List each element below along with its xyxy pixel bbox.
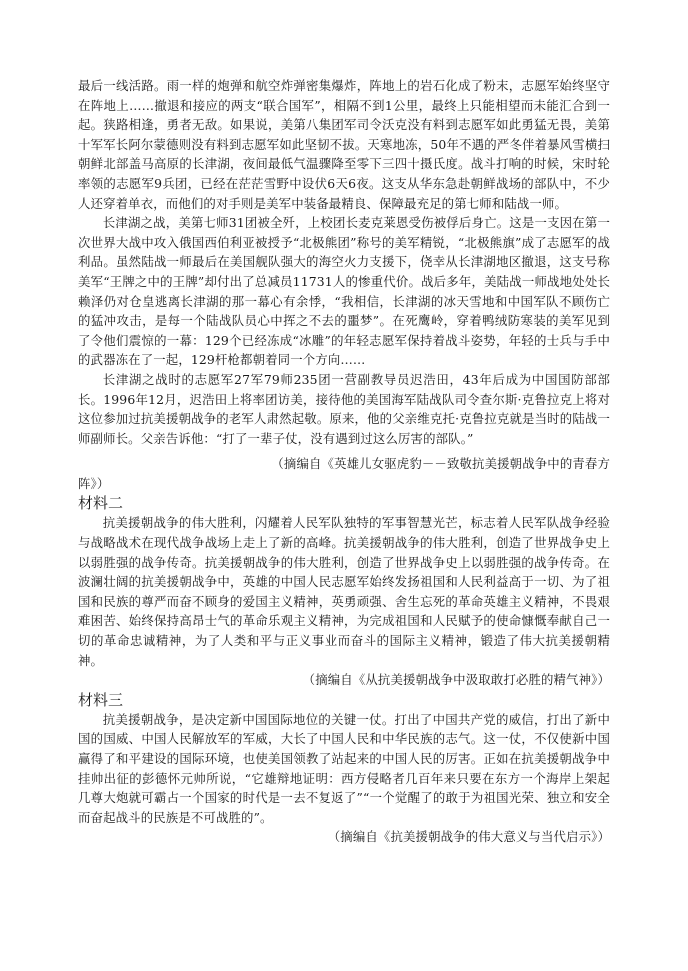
citation-1: （摘编自《英雄儿女驱虎豹－－致敬抗美援朝战争中的青春方: [271, 456, 610, 472]
material-2-heading: 材料二: [78, 494, 124, 513]
citation-1-tail: 阵》）: [78, 475, 110, 491]
material-2-citation: （摘编自《从抗美援朝战争中汲取敢打必胜的精气神》）: [302, 672, 610, 688]
paragraph-1: 最后一线活路。雨一样的炮弹和航空炸弹密集爆炸，阵地上的岩石化成了粉末，志愿军始终坚守在阵地上……撤退和接应的两支“联合国军”，相隔不到1公里，最终上只能相望而未能汇合到一起。狭路相逢，勇者无敌。如果说，美第八集团军司令沃克没有料到志愿军如此勇猛无畏，美第十军军长阿尔蒙德则没有料到志愿军如此坚韧不拔。天寒地冻，50年不遇的严冬伴着暴风雪横扫朝鲜北部盖马高原的长津湖，夜间最低气温骤降至零下三四十摄氏度。战斗打响的时候，宋时轮率领的志愿军9兵团，已经在茫茫雪野中设伏6天6夜。这支从华东急赴朝鲜战场的部队中，不少人还穿着单衣，而他们的对手则是美军中装备最精良、保障最充足的第七师和陆战一师。: [78, 78, 610, 211]
paragraph-2: 长津湖之战，美第七师31团被全歼，上校团长麦克莱恩受伤被俘后身亡。这是一支因在第一次世界大战中攻入俄国西伯利亚被授予“北极熊团”称号的美军精锐，“北极熊旗”成了志愿军的战利品。虽然陆战一师最后在美国舰队强大的海空火力支援下，侥幸从长津湖地区撤退，这支号称美军“王牌之中的王牌”却付出了总减员11731人的惨重代价。战后多年，美陆战一师战地处处长赖泽仍对仓皇逃离长津湖的那一幕心有余悸，“我相信，长津湖的冰天雪地和中国军队不顾伤亡的猛冲攻击，是每一个陆战队员心中挥之不去的噩梦”。在死鹰岭，穿着鸭绒防寒装的美军见到了令他们震惊的一幕：129个已经冻成“冰雕”的年轻志愿军保持着战斗姿势，年轻的士兵与手中的武器冻在了一起，129杆枪都朝着同一个方向……: [78, 215, 610, 368]
material-2-text: 抗美援朝战争的伟大胜利，闪耀着人民军队独特的军事智慧光芒，标志着人民军队战争经验与战略战术在现代战争战场上走上了新的高峰。抗美援朝战争的伟大胜利，创造了世界战争史上以弱胜强的战争传奇。抗美援朝战争的伟大胜利，创造了世界战争史上以弱胜强的战争传奇。在波澜壮阔的抗美援朝战争中，英雄的中国人民志愿军始终发扬祖国和人民利益高于一切、为了祖国和民族的尊严而奋不顾身的爱国主义精神，英勇顽强、舍生忘死的革命英雄主义精神，不畏艰难困苦、始终保持高昂士气的革命乐观主义精神，为完成祖国和人民赋予的使命慷慨奉献自己一切的革命忠诚精神，为了人类和平与正义事业而奋斗的国际主义精神，锻造了伟大抗美援朝精神。: [78, 515, 610, 668]
material-3-citation: （摘编自《抗美援朝战争的伟大意义与当代启示》）: [327, 829, 610, 845]
material-3-heading: 材料三: [78, 690, 124, 709]
material-3-text: 抗美援朝战争，是决定新中国国际地位的关键一仗。打出了中国共产党的威信，打出了新中国的国威、中国人民解放军的军威，大长了中国人民和中华民族的志气。这一仗，不仅使新中国赢得了和平建设的国际环境，也使美国领教了站起来的中国人民的厉害。正如在抗美援朝战争中挂帅出征的彭德怀元帅所说，“它雄辩地证明：西方侵略者几百年来只要在东方一个海岸上架起几尊大炮就可霸占一个国家的时代是一去不复返了”“一个觉醒了的敢于为祖国光荣、独立和安全而奋起战斗的民族是不可战胜的”。: [78, 711, 610, 825]
paragraph-3: 长津湖之战时的志愿军27军79师235团一营副教导员迟浩田，43年后成为中国国防部部长。1996年12月，迟浩田上将率团访美，接待他的美国海军陆战队司令查尔斯·克鲁拉克上将对这位参加过抗美援朝战争的老军人肃然起敬。原来，他的父亲维克托·克鲁拉克就是当时的陆战一师副师长。父亲告诉他：“打了一辈子仗，没有遇到过这么厉害的部队。”: [78, 371, 610, 446]
